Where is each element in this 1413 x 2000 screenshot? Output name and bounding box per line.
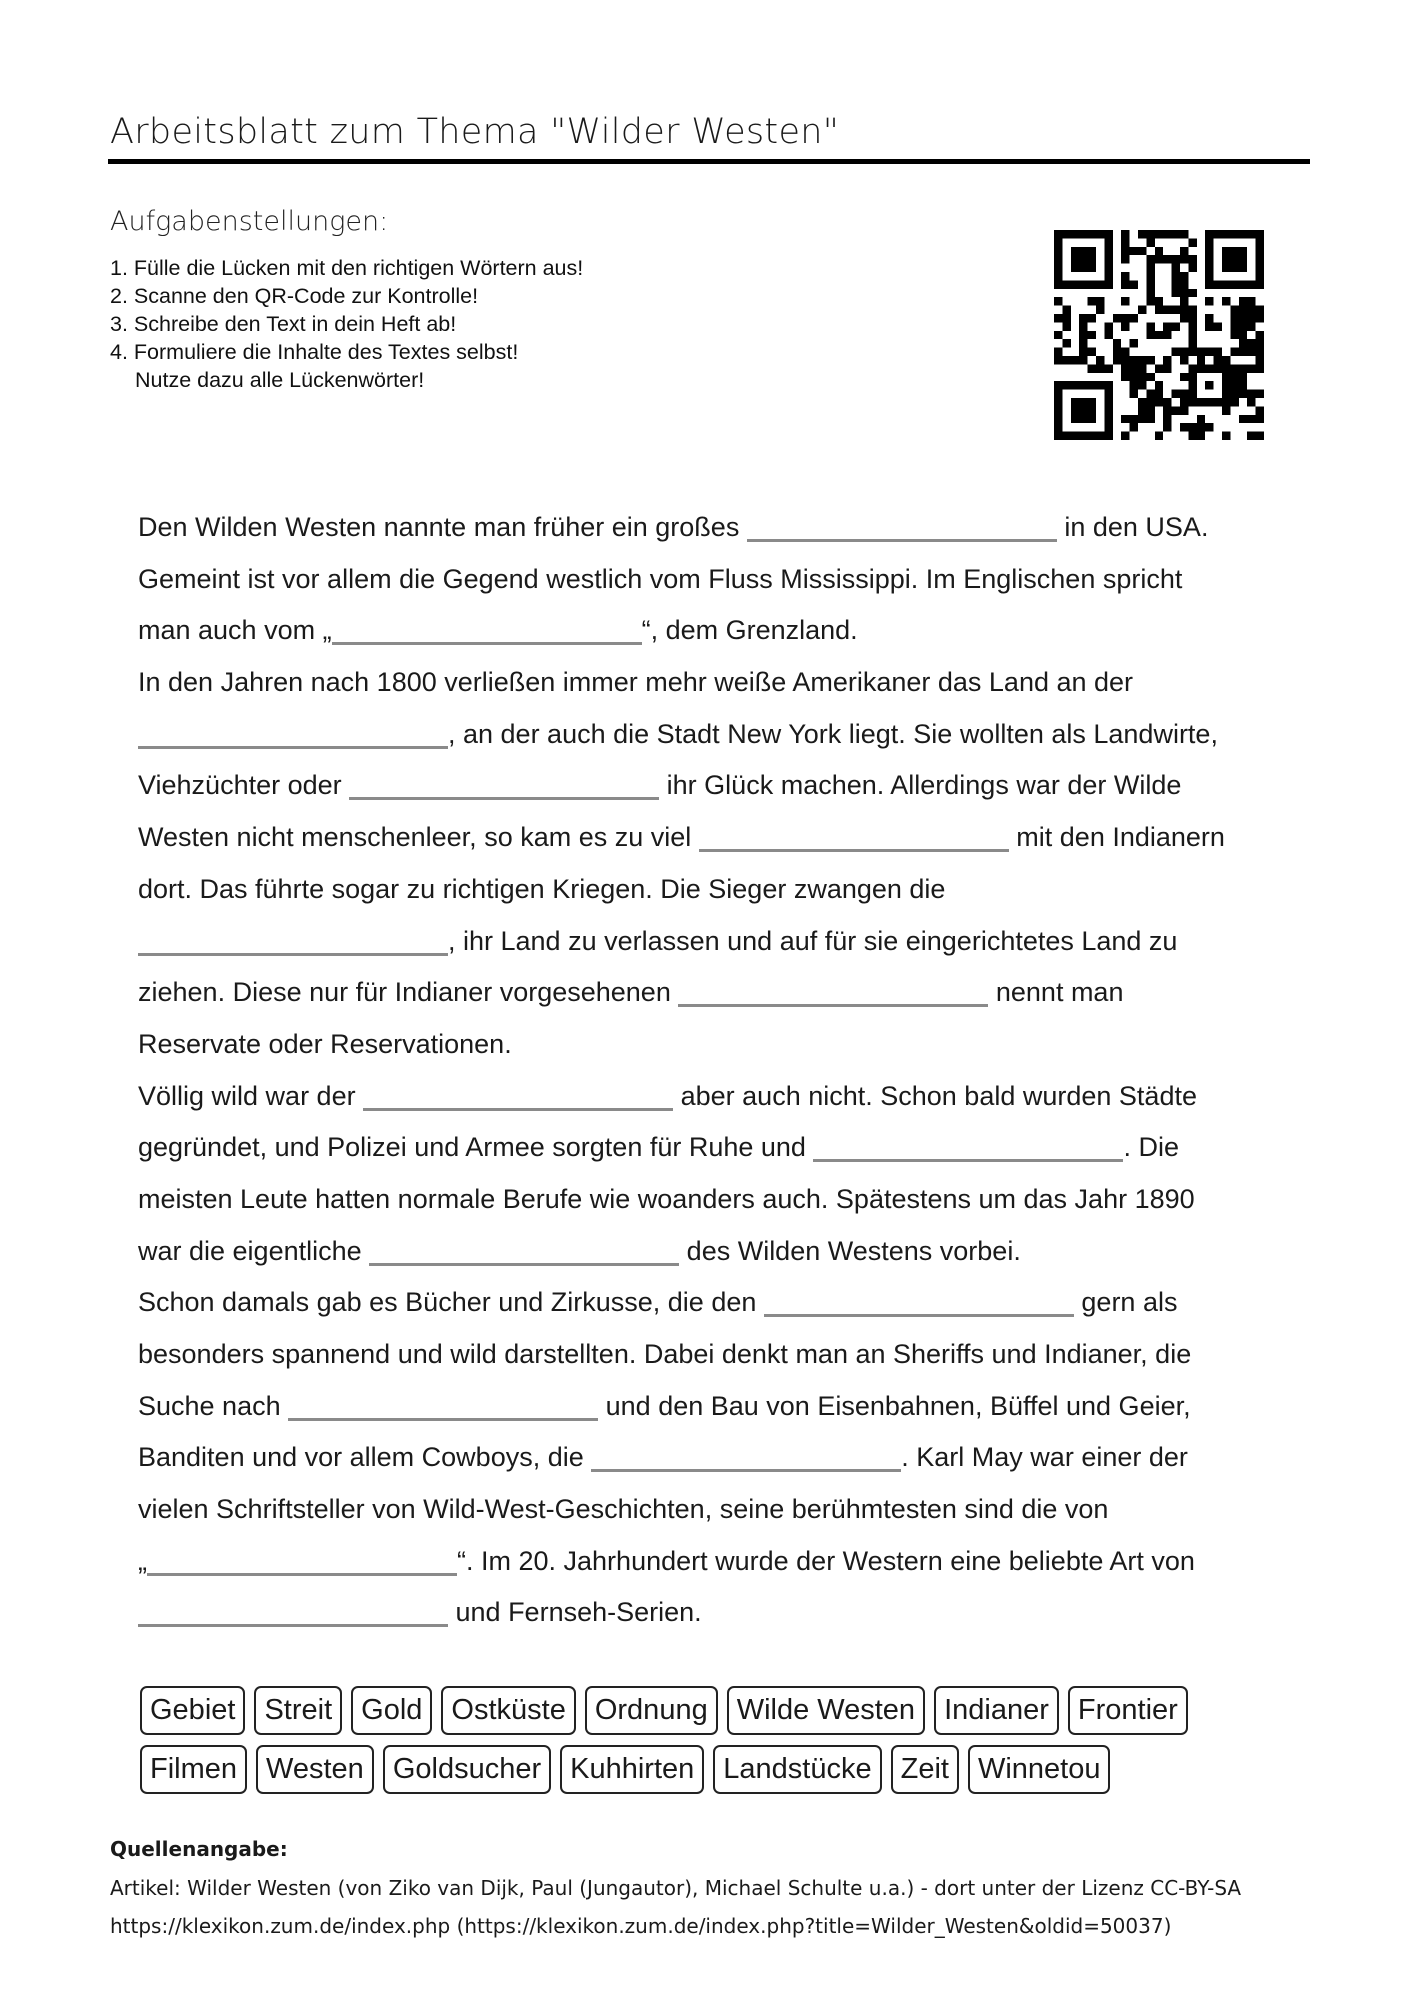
text-segment: Völlig wild war der [138,1080,356,1111]
word-chip[interactable]: Gebiet [140,1686,245,1735]
text-segment: man auch vom „ [138,615,332,646]
blank-field[interactable] [138,724,448,749]
word-chip[interactable]: Frontier [1068,1686,1188,1735]
text-line: Gemeint ist vor allem die Gegend westlich vom Fluss Mississippi. Im Englischen spricht [138,563,1183,594]
blank-field[interactable] [591,1447,901,1472]
word-chip[interactable]: Gold [351,1686,432,1735]
word-chip[interactable]: Westen [256,1745,374,1794]
blank-field[interactable] [699,827,1009,852]
text-line [138,1381,1298,1433]
word-chip[interactable]: Goldsucher [383,1745,551,1794]
text-segment: und Fernseh-Serien. [455,1597,702,1628]
text-segment: gern als [1081,1287,1178,1318]
text-line [138,916,1298,968]
text-segment: gegründet, und Polizei und Armee sorgten für Ruhe und [138,1132,806,1163]
blank-field[interactable] [678,982,988,1007]
text-line [138,1432,1298,1484]
word-chip[interactable]: Landstücke [713,1745,881,1794]
text-line [138,502,1298,554]
text-line: Reservate oder Reservationen. [138,1028,512,1059]
text-line [138,1122,1298,1174]
text-line [138,1277,1298,1329]
text-line [138,812,1298,864]
blank-field[interactable] [138,1602,448,1627]
word-chip[interactable]: Kuhhirten [560,1745,704,1794]
cloze-text [138,502,1298,1639]
text-segment: war die eigentliche [138,1235,362,1266]
blank-field[interactable] [288,1396,598,1421]
word-chip[interactable]: Filmen [140,1745,247,1794]
blank-field[interactable] [369,1241,679,1266]
tasks-heading: Aufgabenstellungen: [110,206,389,237]
text-segment: “. Im 20. Jahrhundert wurde der Western eine beliebte Art von [457,1545,1195,1576]
text-line [138,605,1298,657]
word-chip[interactable]: Indianer [934,1686,1059,1735]
blank-field[interactable] [363,1086,673,1111]
text-line: vielen Schriftsteller von Wild-West-Geschichten, seine berühmtesten sind die von [138,1494,1109,1525]
word-bank-row [140,1745,1188,1794]
text-segment: in den USA. [1064,512,1209,542]
blank-field[interactable] [332,620,642,645]
text-line [138,1587,1298,1639]
text-line: In den Jahren nach 1800 verließen immer mehr weiße Amerikaner das Land an der [138,667,1134,698]
text-line [138,967,1298,1019]
text-segment: ziehen. Diese nur für Indianer vorgesehenen [138,977,671,1008]
text-segment: Suche nach [138,1390,281,1421]
text-segment: Schon damals gab es Bücher und Zirkusse, die den [138,1287,757,1318]
text-segment: , ihr Land zu verlassen und auf für sie eingerichtetes Land zu [448,925,1178,956]
task-item: 4. Formuliere die Inhalte des Textes selbst! [110,340,519,364]
word-chip[interactable]: Wilde Westen [727,1686,925,1735]
page-title: Arbeitsblatt zum Thema "Wilder Westen" [110,112,840,152]
word-chip[interactable]: Ordnung [585,1686,718,1735]
blank-field[interactable] [747,517,1057,542]
task-item: 2. Scanne den QR-Code zur Kontrolle! [110,284,479,308]
text-segment: mit den Indianern [1016,822,1225,853]
text-segment: Viehzüchter oder [138,770,342,801]
text-segment: nennt man [995,977,1124,1008]
sources-heading: Quellenangabe: [110,1837,288,1861]
text-line: dort. Das führte sogar zu richtigen Kriegen. Die Sieger zwangen die [138,873,946,904]
text-segment: ihr Glück machen. Allerdings war der Wilde [666,770,1182,801]
text-segment: . Karl May war einer der [901,1442,1188,1473]
word-bank [140,1686,1188,1804]
word-chip[interactable]: Streit [254,1686,342,1735]
task-item: 1. Fülle die Lücken mit den richtigen Wörtern aus! [110,256,584,280]
text-segment: Den Wilden Westen nannte man früher ein großes [138,512,740,542]
text-line [138,1071,1298,1123]
text-line [138,1226,1298,1278]
text-line: besonders spannend und wild darstellten. Dabei denkt man an Sheriffs und Indianer, die [138,1339,1192,1369]
text-line [138,1536,1298,1588]
task-list [110,254,583,394]
word-chip[interactable]: Ostküste [441,1686,575,1735]
text-segment: . Die [1123,1132,1179,1163]
blank-field[interactable] [813,1137,1123,1162]
text-line: meisten Leute hatten normale Berufe wie woanders auch. Spätestens um das Jahr 1890 [138,1183,1195,1214]
task-item: Nutze dazu alle Lückenwörter! [135,368,425,392]
blank-field[interactable] [147,1551,457,1576]
text-segment: Westen nicht menschenleer, so kam es zu viel [138,822,692,853]
text-segment: , an der auch die Stadt New York liegt. Sie wollten als Landwirte, [448,718,1218,749]
blank-field[interactable] [138,931,448,956]
blank-field[interactable] [349,775,659,800]
text-segment: Banditen und vor allem Cowboys, die [138,1442,584,1473]
text-line [138,709,1298,761]
text-segment: “, dem Grenzland. [641,615,858,646]
source-citation: Artikel: Wilder Westen (von Ziko van Dijk, Paul (Jungautor), Michael Schulte u.a.) - dort unter der Lizenz CC-BY-SA [110,1876,1242,1900]
word-chip[interactable]: Winnetou [968,1745,1111,1794]
task-item: 3. Schreibe den Text in dein Heft ab! [110,312,457,336]
word-chip[interactable]: Zeit [891,1745,959,1794]
text-segment: aber auch nicht. Schon bald wurden Städte [680,1080,1197,1111]
source-link[interactable]: https://klexikon.zum.de/index.php (https://klexikon.zum.de/index.php?title=Wilder_Westen&oldid=50037) [110,1914,1172,1938]
text-segment: „ [138,1545,147,1576]
text-line [138,760,1298,812]
word-bank-row [140,1686,1188,1735]
title-divider [108,159,1310,164]
text-segment: des Wilden Westens vorbei. [686,1235,1021,1266]
qr-code-icon[interactable] [1054,230,1264,440]
text-segment: und den Bau von Eisenbahnen, Büffel und Geier, [605,1390,1191,1421]
blank-field[interactable] [764,1292,1074,1317]
